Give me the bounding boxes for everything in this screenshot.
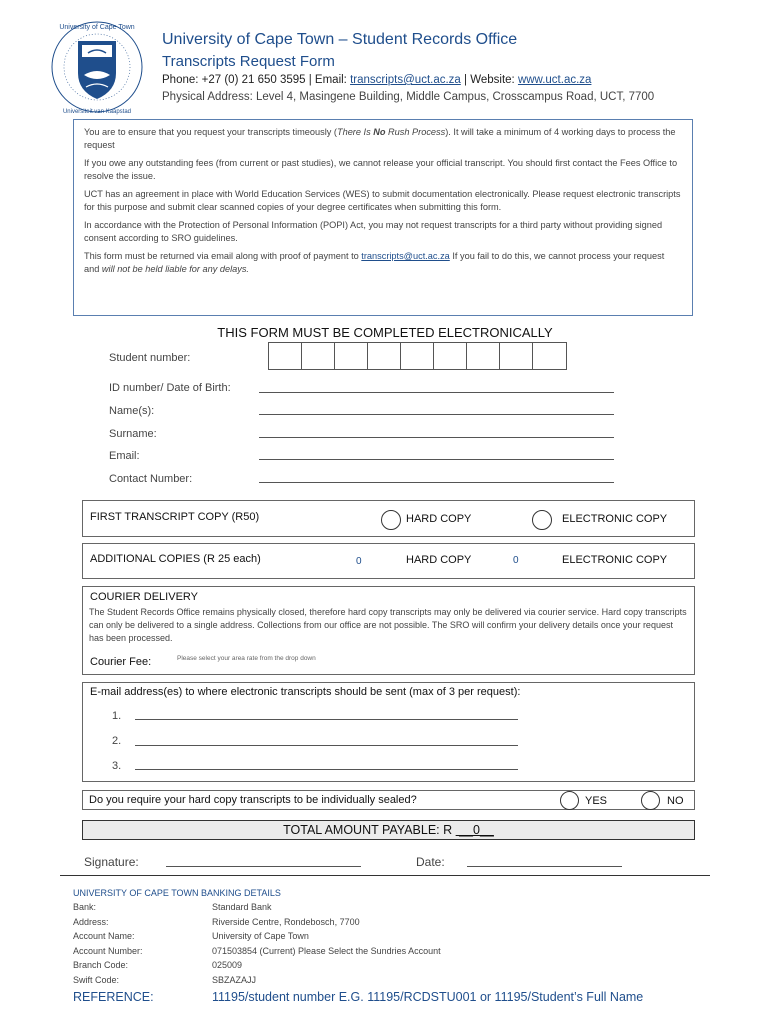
notice-p5: This form must be returned via email along with proof of payment to transcripts@uct.ac.za If you fail to do this, we cannot process your request and will not be held liable for any delays. <box>84 251 665 274</box>
notice-p3: UCT has an agreement in place with World Education Services (WES) to submit documentation electronically. Please request electronic transcripts for this purpose and submit clear scanned copies of your degree certificates when submitting this form. <box>84 189 681 212</box>
first-electronic-copy-radio[interactable] <box>532 510 552 530</box>
sealed-yes-radio[interactable] <box>560 791 579 810</box>
bank-row: Branch Code: 025009 <box>73 960 243 970</box>
website-label: | Website: <box>460 74 518 86</box>
form-subtitle: Transcripts Request Form <box>162 53 335 70</box>
notice-box <box>73 119 693 316</box>
additional-electronic-copy-label: ELECTRONIC COPY <box>562 554 668 566</box>
physical-address: Physical Address: Level 4, Masingene Building, Middle Campus, Crosscampus Road, UCT, 7700 <box>162 91 655 103</box>
bank-row: Account Name: University of Cape Town <box>73 931 309 941</box>
sealed-no-radio[interactable] <box>641 791 660 810</box>
first-hard-copy-radio[interactable] <box>381 510 401 530</box>
sealed-question: Do you require your hard copy transcripts to be individually sealed? <box>89 794 417 806</box>
banking-title: UNIVERSITY OF CAPE TOWN BANKING DETAILS <box>73 888 281 898</box>
website-link[interactable]: www.uct.ac.za <box>517 74 592 86</box>
surname-label: Surname: <box>109 428 157 440</box>
svg-text:Universiteit van Kaapstad: Universiteit van Kaapstad <box>62 109 132 115</box>
courier-text: The Student Records Office remains physically closed, therefore hard copy transcripts may only be delivered via courier service. Hard copy transcripts can only be delivered to a single address. Collections from our office are not possible. The SRO will confirm your delivery details once your request has been processed. <box>89 607 687 643</box>
contact-number-field[interactable] <box>259 482 614 483</box>
email-1-field[interactable] <box>135 719 518 720</box>
signature-label: Signature: <box>84 855 139 869</box>
bank-row: Swift Code: SBZAZAJJ <box>73 974 257 985</box>
email-3-field[interactable] <box>135 769 518 770</box>
email-link[interactable]: transcripts@uct.ac.za <box>350 74 461 86</box>
signature-field[interactable] <box>166 866 361 867</box>
id-number-field[interactable] <box>259 392 614 393</box>
email-2-field[interactable] <box>135 745 518 746</box>
names-label: Name(s): <box>109 405 155 417</box>
email-3-number: 3. <box>112 760 122 772</box>
contact-line <box>162 74 591 86</box>
email-label: Email: <box>109 450 140 462</box>
reference-label: REFERENCE: <box>73 990 154 1004</box>
date-label: Date: <box>416 855 445 869</box>
divider <box>60 875 710 876</box>
additional-hard-copy-label: HARD COPY <box>406 554 472 566</box>
sealed-yes-label: YES <box>585 795 608 807</box>
contact-number-label: Contact Number: <box>109 473 193 485</box>
notice-p1: You are to ensure that you request your transcripts timeously (There Is No Rush Process). It will take a minimum of 4 working days to process the request <box>84 127 676 150</box>
id-number-label: ID number/ Date of Birth: <box>109 382 231 394</box>
additional-hard-qty[interactable]: 0 <box>356 556 362 567</box>
sealed-no-label: NO <box>667 795 684 807</box>
svg-text:University of Cape Town: University of Cape Town <box>59 24 135 31</box>
phone-text: Phone: +27 (0) 21 650 3595 | Email: <box>162 74 351 86</box>
student-number-label: Student number: <box>109 352 191 364</box>
notice-p2: If you owe any outstanding fees (from current or past studies), we cannot release your official transcript. You should first contact the Fees Office to resolve the issue. <box>84 158 678 181</box>
courier-title: COURIER DELIVERY <box>90 591 198 603</box>
first-electronic-copy-label: ELECTRONIC COPY <box>562 513 668 525</box>
additional-electronic-qty[interactable]: 0 <box>513 555 519 566</box>
surname-field[interactable] <box>259 437 614 438</box>
total-amount-box: TOTAL AMOUNT PAYABLE: R __0__ <box>82 820 695 840</box>
banking-table <box>73 902 441 989</box>
reference-value: 11195/student number E.G. 11195/RCDSTU001 or 11195/Student’s Full Name <box>212 990 644 1004</box>
bank-row: Bank: Standard Bank <box>73 902 272 912</box>
form-heading: THIS FORM MUST BE COMPLETED ELECTRONICALLY <box>217 325 553 340</box>
additional-copies-label: ADDITIONAL COPIES (R 25 each) <box>90 553 261 565</box>
total-label: TOTAL AMOUNT PAYABLE: R <box>283 823 456 837</box>
courier-fee-dropdown[interactable]: Please select your area rate from the drop down <box>177 655 316 662</box>
email-2-number: 2. <box>112 735 122 747</box>
bank-row: Account Number: 071503854 (Current) Please Select the Sundries Account <box>73 945 441 956</box>
names-field[interactable] <box>259 414 614 415</box>
page-title: University of Cape Town – Student Records Office <box>162 31 518 48</box>
email-field[interactable] <box>259 459 614 460</box>
uct-logo-seal <box>42 17 152 117</box>
courier-fee-label: Courier Fee: <box>90 656 152 668</box>
first-copy-label: FIRST TRANSCRIPT COPY (R50) <box>90 511 260 523</box>
notice-email-link[interactable]: transcripts@uct.ac.za <box>361 251 450 261</box>
student-number-input[interactable] <box>268 342 567 370</box>
first-hard-copy-label: HARD COPY <box>406 513 472 525</box>
email-1-number: 1. <box>112 710 122 722</box>
notice-p4: In accordance with the Protection of Personal Information (POPI) Act, you may not request transcripts for a third party without providing signed consent according to SRO guidelines. <box>84 220 663 243</box>
emails-title: E-mail address(es) to where electronic transcripts should be sent (max of 3 per request): <box>90 686 521 698</box>
bank-row: Address: Riverside Centre, Rondebosch, 7700 <box>73 916 360 927</box>
date-field[interactable] <box>467 866 622 867</box>
total-value[interactable]: 0 <box>473 823 480 837</box>
